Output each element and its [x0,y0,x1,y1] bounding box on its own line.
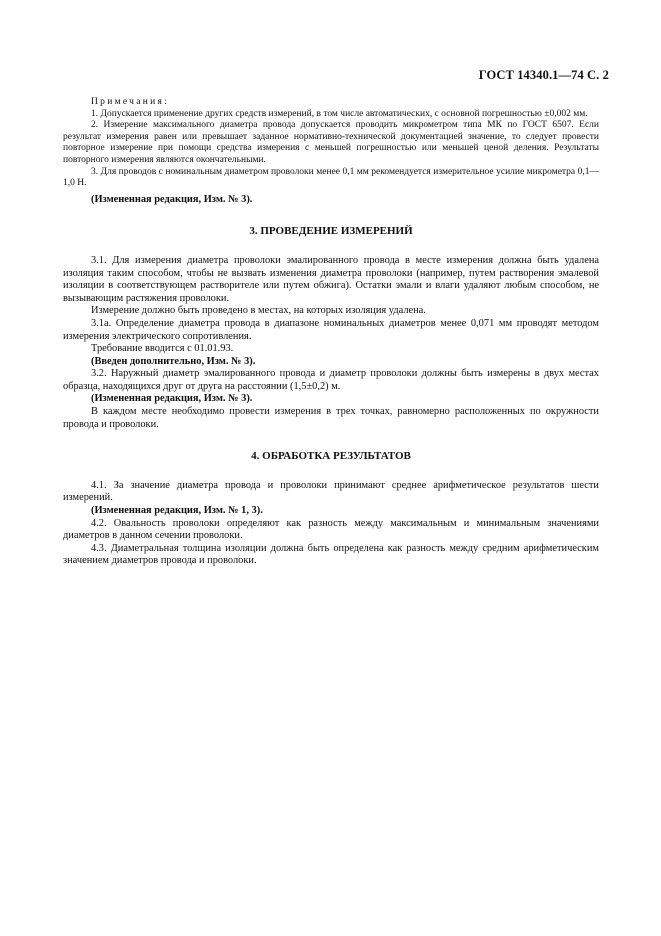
section-4-title: 4. ОБРАБОТКА РЕЗУЛЬТАТОВ [251,450,411,463]
paragraph: 3.1а. Определение диаметра провода в диапазоне номинальных диаметров менее 0,071 мм проводят методом измерения электрического сопротивления. [63,317,599,342]
notes-title: Примечания: [91,97,170,107]
paragraph: 4.2. Овальность проволоки определяют как разность между максимальным и минимальным значениями диаметров в данном сечении проволоки. [63,517,599,542]
note-item: 3. Для проводов с номинальным диаметром проволоки менее 0,1 мм рекомендуется измерительное усилие микрометра 0,1—1,0 Н. [63,166,599,189]
paragraph: 4.1. За значение диаметра провода и проволоки принимают среднее арифметическое результатов шести измерений. [63,479,599,504]
page-header: ГОСТ 14340.1—74 С. 2 [478,68,609,82]
paragraph: 3.1. Для измерения диаметра проволоки эмалированного провода в месте измерения должна быть удалена изоляция таким способом, чтобы не вызвать изменения диаметра проволоки (например, путем растворения эмалевой изоляции в соответствующем растворителе или путем обжига). Остатки эмали и влаги удаляют любым способом, не вызывающим растяжения проволоки. [63,254,599,304]
amendment-note: (Измененная редакция, Изм. № 3). [91,393,253,405]
note-item: 2. Измерение максимального диаметра провода допускается проводить микрометром типа МК по ГОСТ 6507. Если результат измерения равен или превышает заданное нормативно-технической документацией значение, то следует провести повторное измерение при помощи средства измерения с меньшей погрешностью или меньшей ценой деления. Результаты повторного измерения являются окончательными. [63,120,599,165]
notes-amendment: (Измененная редакция, Изм. № 3). [91,193,253,205]
amendment-note: (Введен дополнительно, Изм. № 3). [91,355,256,367]
section-3-title: 3. ПРОВЕДЕНИЕ ИЗМЕРЕНИЙ [249,225,413,238]
notes-block [63,97,599,190]
paragraph: Требование вводится с 01.01.93. [91,343,234,355]
paragraph: 3.2. Наружный диаметр эмалированного провода и диаметр проволоки должны быть измерены в двух местах образца, находящихся друг от друга на расстоянии (1,5±0,2) м. [63,368,599,392]
note-item: 1. Допускается применение других средств измерений, в том числе автоматических, с основной погрешностью ±0,002 мм. [91,108,588,119]
paragraph: В каждом месте необходимо провести измерения в трех точках, равномерно расположенных по окружности провода и проволоки. [63,406,599,430]
paragraph: Измерение должно быть проведено в местах, на которых изоляция удалена. [91,305,426,317]
document-body [63,97,599,568]
amendment-note: (Измененная редакция, Изм. № 1, 3). [91,505,263,517]
paragraph: 4.3. Диаметральная толщина изоляции должна быть определена как разность между средним арифметическим значением диаметров провода и проволоки. [63,542,599,567]
